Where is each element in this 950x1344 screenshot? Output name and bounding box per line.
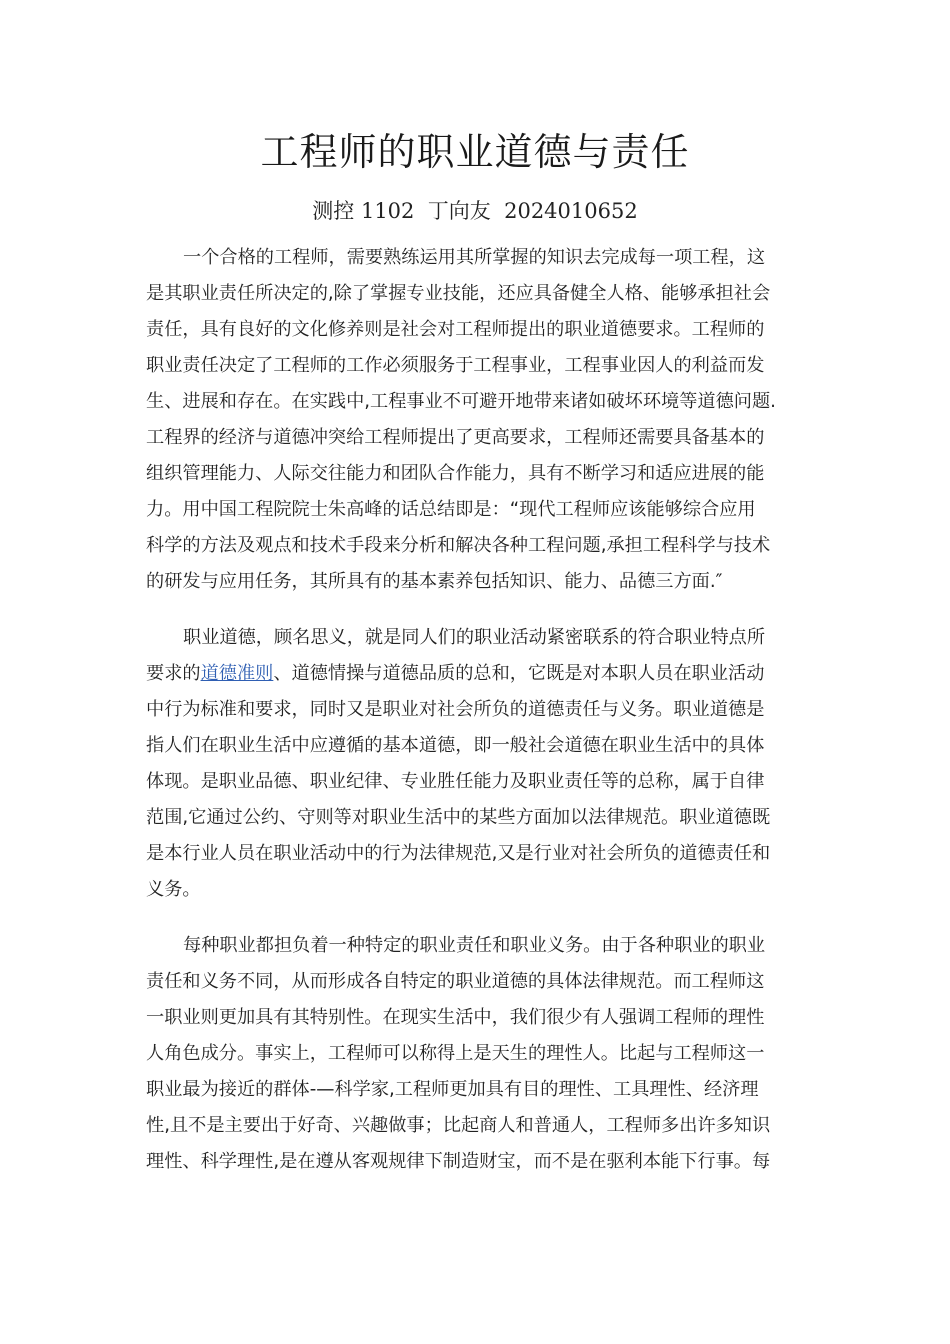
text-line: 义务。 [146, 879, 201, 900]
text-line-with-link [146, 656, 812, 692]
text-line: 指人们在职业生活中应遵循的基本道德，即一般社会道德在职业生活中的具体 [146, 735, 765, 756]
text-line: 理性、科学理性,是在遵从客观规律下制造财宝，而不是在驱利本能下行事。每 [146, 1151, 771, 1172]
paragraph-1 [146, 240, 812, 600]
text-line: 中行为标准和要求，同时又是职业对社会所负的道德责任与义务。职业道德是 [146, 699, 765, 720]
text-line: 体现。是职业品德、职业纪律、专业胜任能力及职业责任等的总称，属于自律 [146, 771, 765, 792]
text-segment: 要求的 [146, 663, 201, 684]
paragraph-2 [146, 620, 812, 908]
text-line: 职业责任决定了工程师的工作必须服务于工程事业，工程事业因人的利益而发 [146, 355, 765, 376]
text-line: 生、进展和存在。在实践中,工程事业不可避开地带来诸如破坏环境等道德问题. [146, 391, 776, 412]
text-line: 工程界的经济与道德冲突给工程师提出了更高要求，工程师还需要具备基本的 [146, 427, 765, 448]
text-line: 科学的方法及观点和技术手段来分析和解决各种工程问题,承担工程科学与技术 [146, 535, 771, 556]
text-line: 人角色成分。事实上，工程师可以称得上是天生的理性人。比起与工程师这一 [146, 1043, 765, 1064]
text-line: 每种职业都担负着一种特定的职业责任和职业义务。由于各种职业的职业 [183, 935, 766, 956]
text-line: 一个合格的工程师，需要熟练运用其所掌握的知识去完成每一项工程，这 [183, 247, 766, 268]
paragraph-3 [146, 928, 812, 1180]
text-line: 范围,它通过公约、守则等对职业生活中的某些方面加以法律规范。职业道德既 [146, 807, 771, 828]
document-body [146, 240, 812, 1200]
document-title: 工程师的职业道德与责任 [260, 130, 690, 174]
text-line: 是本行业人员在职业活动中的行为法律规范,又是行业对社会所负的道德责任和 [146, 843, 771, 864]
text-line: 性,且不是主要出于好奇、兴趣做事；比起商人和普通人，工程师多出许多知识 [146, 1115, 771, 1136]
text-segment: 、道德情操与道德品质的总和，它既是对本职人员在职业活动 [273, 663, 765, 684]
text-line: 一职业则更加具有其特别性。在现实生活中，我们很少有人强调工程师的理性 [146, 1007, 765, 1028]
text-line: 职业道德，顾名思义，就是同人们的职业活动紧密联系的符合职业特点所 [183, 627, 766, 648]
text-line: 责任，具有良好的文化修养则是社会对工程师提出的职业道德要求。工程师的 [146, 319, 765, 340]
text-line: 力。用中国工程院院士朱高峰的话总结即是：“现代工程师应该能够综合应用 [146, 499, 756, 520]
author-byline: 测控 1102 丁向友 2024010652 [312, 199, 638, 223]
text-line: 的研发与应用任务，其所具有的基本素养包括知识、能力、品德三方面.″ [146, 571, 723, 592]
text-line: 责任和义务不同，从而形成各自特定的职业道德的具体法律规范。而工程师这 [146, 971, 765, 992]
moral-code-link[interactable]: 道德准则 [200, 663, 274, 684]
text-line: 职业最为接近的群体-—科学家,工程师更加具有目的理性、工具理性、经济理 [146, 1079, 759, 1100]
text-line: 是其职业责任所决定的,除了掌握专业技能，还应具备健全人格、能够承担社会 [146, 283, 771, 304]
text-line: 组织管理能力、人际交往能力和团队合作能力，具有不断学习和适应进展的能 [146, 463, 765, 484]
